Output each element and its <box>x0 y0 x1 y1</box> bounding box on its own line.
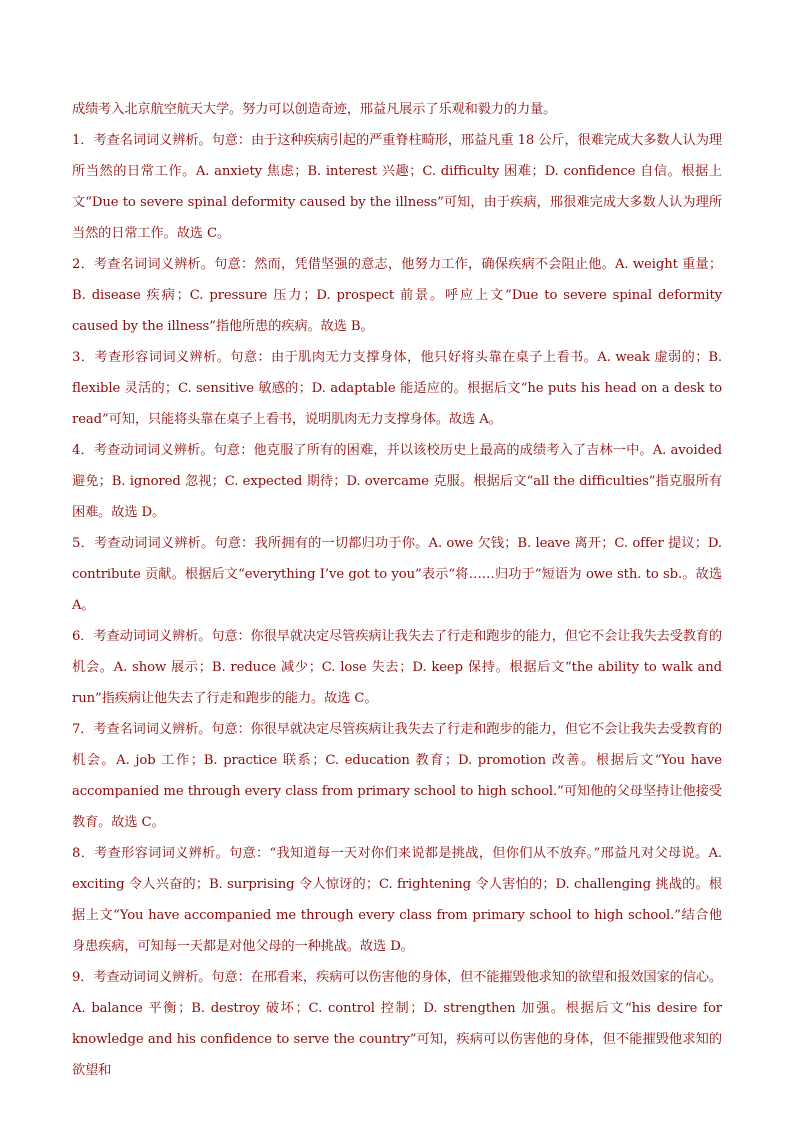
explanation-item-7: 7．考查名词词义辨析。句意：你很早就决定尽管疾病让我失去了行走和跑步的能力，但它不会让我失去受教育的机会。A. job 工作；B. practice 联系；C. education 教育；D. promotion 改善。根据后文“You have accompanied me through every class from primary school to high school.”可知他的父母坚持让他接受教育。故选 C。 <box>72 722 722 830</box>
explanation-item-5: 5．考查动词词义辨析。句意：我所拥有的一切都归功于你。A. owe 欠钱；B. leave 离开；C. offer 提议；D. contribute 贡献。根据后文“everything I’ve got to you”表示“将……归功于”短语为 owe sth. to sb.。故选 A。 <box>72 536 722 613</box>
explanation-item-2: 2．考查名词词义辨析。句意：然而，凭借坚强的意志，他努力工作，确保疾病不会阻止他。A. weight 重量；B. disease 疾病；C. pressure 压力；D. prospect 前景。呼应上文“Due to severe spinal deformity caused by the illness”指他所患的疾病。故选 B。 <box>72 257 722 334</box>
explanation-item-1: 1．考查名词词义辨析。句意：由于这种疾病引起的严重脊柱畸形，邢益凡重 18 公斤，很难完成大多数人认为理所当然的日常工作。A. anxiety 焦虑；B. interest 兴趣；C. difficulty 困难；D. confidence 自信。根据上文“Due to severe spinal deformity caused by the illness”可知，由于疾病，邢很难完成大多数人认为理所当然的日常工作。故选 C。 <box>72 133 722 241</box>
explanation-item-9: 9．考查动词词义辨析。句意：在邢看来，疾病可以伤害他的身体，但不能摧毁他求知的欲望和报效国家的信心。A. balance 平衡；B. destroy 破坏；C. control 控制；D. strengthen 加强。根据后文“his desire for knowledge and his confidence to serve the country”可知，疾病可以伤害他的身体，但不能摧毁他求知的欲望和 <box>72 970 722 1078</box>
answer-explanations <box>72 94 722 1086</box>
explanation-item-3: 3．考查形容词词义辨析。句意：由于肌肉无力支撑身体，他只好将头靠在桌子上看书。A. weak 虚弱的；B. flexible 灵活的；C. sensitive 敏感的；D. adaptable 能适应的。根据后文“he puts his head on a desk to read”可知，只能将头靠在桌子上看书，说明肌肉无力支撑身体。故选 A。 <box>72 350 722 427</box>
explanation-item-4: 4．考查动词词义辨析。句意：他克服了所有的困难，并以该校历史上最高的成绩考入了吉林一中。A. avoided 避免；B. ignored 忽视；C. expected 期待；D. overcame 克服。根据后文“all the difficulties”指克服所有困难。故选 D。 <box>72 443 722 520</box>
explanation-item-6: 6．考查动词词义辨析。句意：你很早就决定尽管疾病让我失去了行走和跑步的能力，但它不会让我失去受教育的机会。A. show 展示；B. reduce 减少；C. lose 失去；D. keep 保持。根据后文“the ability to walk and run”指疾病让他失去了行走和跑步的能力。故选 C。 <box>72 629 722 706</box>
explanation-item-8: 8．考查形容词词义辨析。句意：“我知道每一天对你们来说都是挑战，但你们从不放弃。”邢益凡对父母说。A. exciting 令人兴奋的；B. surprising 令人惊讶的；C. frightening 令人害怕的；D. challenging 挑战的。根据上文“You have accompanied me through every class from primary school to high school.”结合他身患疾病，可知每一天都是对他父母的一种挑战。故选 D。 <box>72 846 722 954</box>
intro-paragraph: 成绩考入北京航空航天大学。努力可以创造奇迹，邢益凡展示了乐观和毅力的力量。 <box>72 102 557 117</box>
